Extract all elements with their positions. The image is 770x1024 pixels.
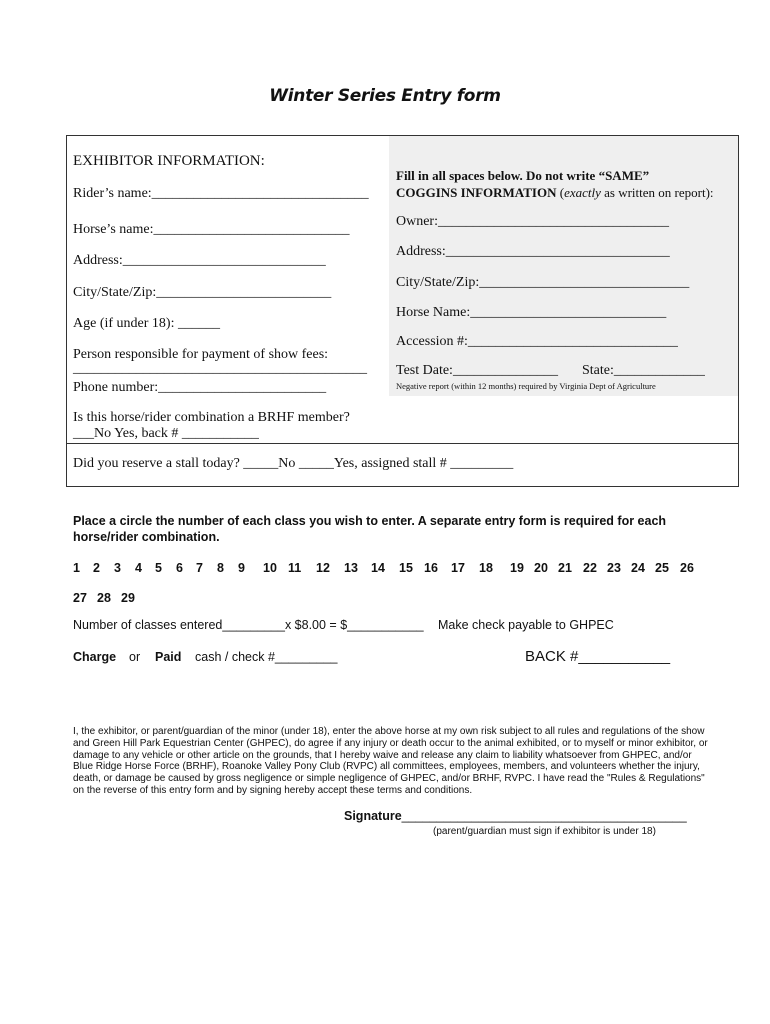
coggins-heading-suffix: as written on report): <box>600 185 714 200</box>
class-number[interactable]: 28 <box>97 591 111 605</box>
class-number[interactable]: 29 <box>121 591 135 605</box>
signature-label: Signature <box>344 809 402 823</box>
exhibitor-city-field[interactable]: City/State/Zip:_________________________ <box>73 285 332 300</box>
class-number[interactable]: 23 <box>607 561 621 575</box>
class-number[interactable]: 22 <box>583 561 597 575</box>
coggins-heading-text: COGGINS INFORMATION <box>396 185 557 200</box>
coggins-paren: ( <box>556 185 565 200</box>
phone-field[interactable]: Phone number:________________________ <box>73 380 327 395</box>
stall-divider <box>67 443 738 444</box>
class-number[interactable]: 7 <box>196 561 203 575</box>
coggins-horse-name-field[interactable]: Horse Name:____________________________ <box>396 305 667 320</box>
class-number[interactable]: 20 <box>534 561 548 575</box>
rider-name-field[interactable]: Rider’s name:_______________________________ <box>73 186 369 201</box>
class-number[interactable]: 21 <box>558 561 572 575</box>
class-number[interactable]: 17 <box>451 561 465 575</box>
class-number[interactable]: 12 <box>316 561 330 575</box>
class-number[interactable]: 6 <box>176 561 183 575</box>
stall-reservation-field[interactable]: Did you reserve a stall today? _____No _____Yes, assigned stall # _________ <box>73 456 514 471</box>
payment-responsible-field[interactable]: __________________________________________ <box>73 361 367 376</box>
class-number[interactable]: 4 <box>135 561 142 575</box>
class-number[interactable]: 13 <box>344 561 358 575</box>
coggins-heading <box>396 185 714 201</box>
coggins-instruction: Fill in all spaces below. Do not write “SAME” <box>396 168 650 183</box>
class-number[interactable]: 19 <box>510 561 524 575</box>
class-number[interactable]: 26 <box>680 561 694 575</box>
class-number[interactable]: 27 <box>73 591 87 605</box>
form-title: Winter Series Entry form <box>269 86 501 106</box>
class-number[interactable]: 2 <box>93 561 100 575</box>
class-number[interactable]: 3 <box>114 561 121 575</box>
payment-responsible-label: Person responsible for payment of show fees: <box>73 347 329 362</box>
test-date-field[interactable]: Test Date:_______________ <box>396 363 558 378</box>
class-number[interactable]: 16 <box>424 561 438 575</box>
class-number[interactable]: 25 <box>655 561 669 575</box>
classes-instruction-line1: Place a circle the number of each class you wish to enter. A separate entry form is required for each <box>73 514 667 528</box>
back-number-field[interactable]: BACK #___________ <box>525 648 671 665</box>
or-label: or <box>129 650 141 664</box>
class-number[interactable]: 8 <box>217 561 224 575</box>
cash-check-field[interactable]: cash / check #_________ <box>195 650 338 664</box>
brhf-member-answer[interactable]: ___No Yes, back # ___________ <box>73 426 259 441</box>
signature-field[interactable] <box>344 809 687 823</box>
liability-waiver: I, the exhibitor, or parent/guardian of the minor (under 18), enter the above horse at my own risk subject to all rules and regulations of the show and Green Hill Park Equestrian Center (GHPEC), do agree if any injury or death occur to the animal exhibited, or to myself or minor exhibitor, or damage to any vehicle or other article on the grounds, that I hereby waive and release any claim to liability whatsoever from GHPEC, and/or Blue Ridge Horse Force (BRHF), Roanoke Valley Pony Club (RVPC) all committees, employees, members, and volunteers whether the injury, death, or damage be caused by gross negligence or simple negligence of GHPEC, and/or BRHF, RVPC. I have read the "Rules & Regulations" on the reverse of this entry form and by signing hereby accept these terms and conditions. <box>73 726 708 796</box>
charge-option[interactable]: Charge <box>73 650 117 664</box>
class-number[interactable]: 14 <box>371 561 385 575</box>
class-number[interactable]: 9 <box>238 561 245 575</box>
horse-name-field[interactable]: Horse’s name:____________________________ <box>73 222 350 237</box>
exhibitor-heading: EXHIBITOR INFORMATION: <box>73 153 265 169</box>
coggins-address-field[interactable]: Address:________________________________ <box>396 244 670 259</box>
class-number[interactable]: 15 <box>399 561 413 575</box>
signature-line: _________________________________________ <box>401 809 687 823</box>
brhf-member-question: Is this horse/rider combination a BRHF member? <box>73 410 350 425</box>
coggins-note: Negative report (within 12 months) required by Virginia Dept of Agriculture <box>396 381 656 391</box>
paid-option[interactable]: Paid <box>155 650 182 664</box>
coggins-city-field[interactable]: City/State/Zip:______________________________ <box>396 275 690 290</box>
accession-field[interactable]: Accession #:______________________________ <box>396 334 678 349</box>
class-number[interactable]: 5 <box>155 561 162 575</box>
class-number[interactable]: 10 <box>263 561 277 575</box>
age-field[interactable]: Age (if under 18): ______ <box>73 316 220 331</box>
coggins-exactly: exactly <box>564 185 601 200</box>
state-field[interactable]: State:_____________ <box>582 363 705 378</box>
exhibitor-address-field[interactable]: Address:_____________________________ <box>73 253 326 268</box>
signature-note: (parent/guardian must sign if exhibitor is under 18) <box>433 826 656 837</box>
classes-instruction-line2: horse/rider combination. <box>73 530 220 544</box>
class-number[interactable]: 24 <box>631 561 645 575</box>
class-count-field[interactable]: Number of classes entered_________x $8.00 = $___________ <box>73 618 424 632</box>
class-number[interactable]: 18 <box>479 561 493 575</box>
payable-note: Make check payable to GHPEC <box>438 618 614 632</box>
class-number[interactable]: 1 <box>73 561 80 575</box>
owner-field[interactable]: Owner:_________________________________ <box>396 214 669 229</box>
class-number[interactable]: 11 <box>288 561 302 575</box>
